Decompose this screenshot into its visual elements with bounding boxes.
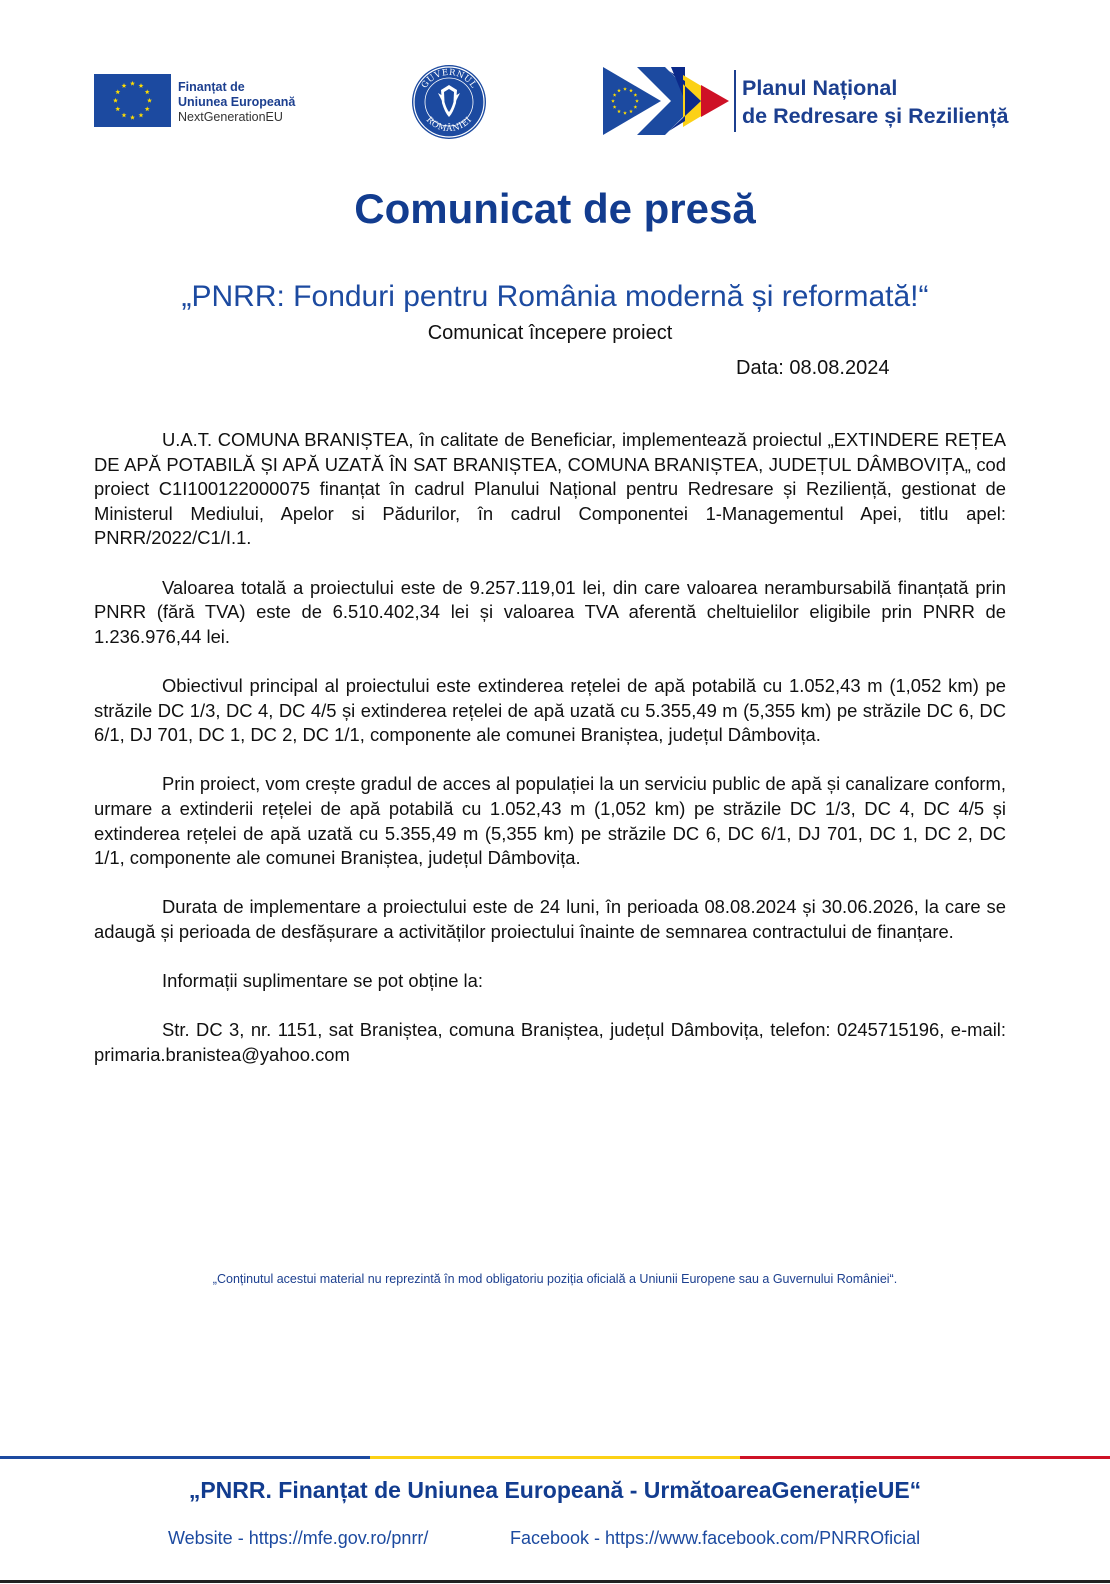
pnrr-divider [734,70,736,132]
eu-star-icon [145,106,150,111]
eu-label-line1: Finanțat de [178,80,245,94]
disclaimer: „Conținutul acestui material nu reprezintă în mod obligatoriu poziția oficială a Uniunii Europene sau a Guvernului României“. [212,1272,898,1286]
eu-star-icon [130,115,135,120]
facebook-link[interactable]: Facebook - https://www.facebook.com/PNRROficial [510,1528,921,1548]
eu-star-icon [113,98,118,103]
eu-star-icon [145,89,150,94]
eu-star-icon [115,89,120,94]
pnrr-title-line2: de Redresare și Reziliență [742,104,1009,128]
paragraph-duration: Durata de implementare a proiectului este de 24 luni, în perioada 08.08.2024 și 30.06.2026, la care se adaugă și perioada de desfășurare a activităților proiectului înainte de semnarea contractului de finanțare. [94,896,1006,942]
eu-star-icon [147,98,152,103]
eu-funding-label [178,80,295,125]
paragraph-project-intro: U.A.T. COMUNA BRANIȘTEA, în calitate de Beneficiar, implementează proiectul „EXTINDERE REȚEA DE APĂ POTABILĂ ȘI APĂ UZATĂ ÎN SAT BRANIȘTEA, COMUNA BRANIȘTEA, JUDEȚUL DÂMBOVIȚA„ cod proiect C1I100122000075 finanțat în cadrul Planului Național pentru Redresare și Reziliență, gestionat de Ministerul Mediului, Apelor si Pădurilor, în cadrul Componentei 1-Managementul Apei, titlu apel: PNRR/2022/C1/I.1. [94,429,1006,549]
seal-text-top: GUVERNUL [419,67,479,91]
tricolor-stripe [0,1456,1110,1459]
document-type: Comunicat începere proiect [427,322,673,344]
eu-star-icon [122,113,127,118]
paragraph-project-value: Valoarea totală a proiectului este de 9.257.119,01 lei, din care valoarea nerambursabilă finanțată prin PNRR (fără TVA) este de 6.510.402,34 lei și valoarea TVA aferentă cheltuielilor eligibile prin PNRR de 1.236.976,44 lei. [94,576,1006,647]
footer-slogan: „PNRR. Finanțat de Uniunea Europeană - UrmătoareaGenerațieUE“ [188,1477,922,1503]
bottom-border [0,1580,1110,1583]
eu-star-icon [115,106,120,111]
website-link[interactable]: Website - https://mfe.gov.ro/pnrr/ [168,1528,429,1548]
eu-flag-icon [94,74,171,127]
eu-star-icon [122,83,127,88]
paragraph-main-objective: Obiectivul principal al proiectului este extinderea rețelei de apă potabilă cu 1.052,43 m (1,052 km) pe străzile DC 1/3, DC 4, DC 4/5 și extinderea rețelei de apă uzată cu 5.355,49 m (5,355 km) pe străzile DC 6, DC 6/1, DJ 701, DC 1, DC 2, DC 1/1, componente ale comunei Braniștea, județul Dâmbovița. [94,674,1006,746]
press-release-body [94,428,1006,1092]
page-subtitle: „PNRR: Fonduri pentru România modernă și reformată!“ [181,280,929,313]
pnrr-logo-icon [603,67,729,135]
eu-star-icon [139,113,144,118]
eu-label-line2: Uniunea Europeană [178,95,296,109]
paragraph-info-heading: Informații suplimentare se pot obține la: [162,970,483,992]
page-title: Comunicat de presă [354,185,756,232]
publication-date: Data: 08.08.2024 [736,357,890,379]
pnrr-title-line1: Planul Național [742,76,898,100]
paragraph-project-impact: Prin proiect, vom crește gradul de acces al populației la un serviciu public de apă și canalizare conform, urmare a extinderii rețelei de apă potabilă cu 1.052,43 m (1,052 km) pe străzile DC 1/3, DC 4, DC 4/5 și extinderea rețelei de apă uzată cu 5.355,49 m (5,355 km) pe străzile DC 6, DC 6/1, DJ 701, DC 1, DC 2, DC 1/1, componente ale comunei Braniștea, județul Dâmbovița. [94,773,1006,869]
eu-star-icon [130,81,135,86]
paragraph-contact: Str. DC 3, nr. 1151, sat Braniștea, comuna Braniștea, județul Dâmbovița, telefon: 0245715196, e-mail: primaria.branistea@yahoo.com [94,1019,1006,1065]
government-seal-icon [410,63,488,141]
eu-star-icon [139,83,144,88]
seal-text-bottom: ROMÂNIEI [423,115,475,135]
pnrr-title [742,74,1008,130]
eu-label-line3: NextGenerationEU [178,110,283,124]
